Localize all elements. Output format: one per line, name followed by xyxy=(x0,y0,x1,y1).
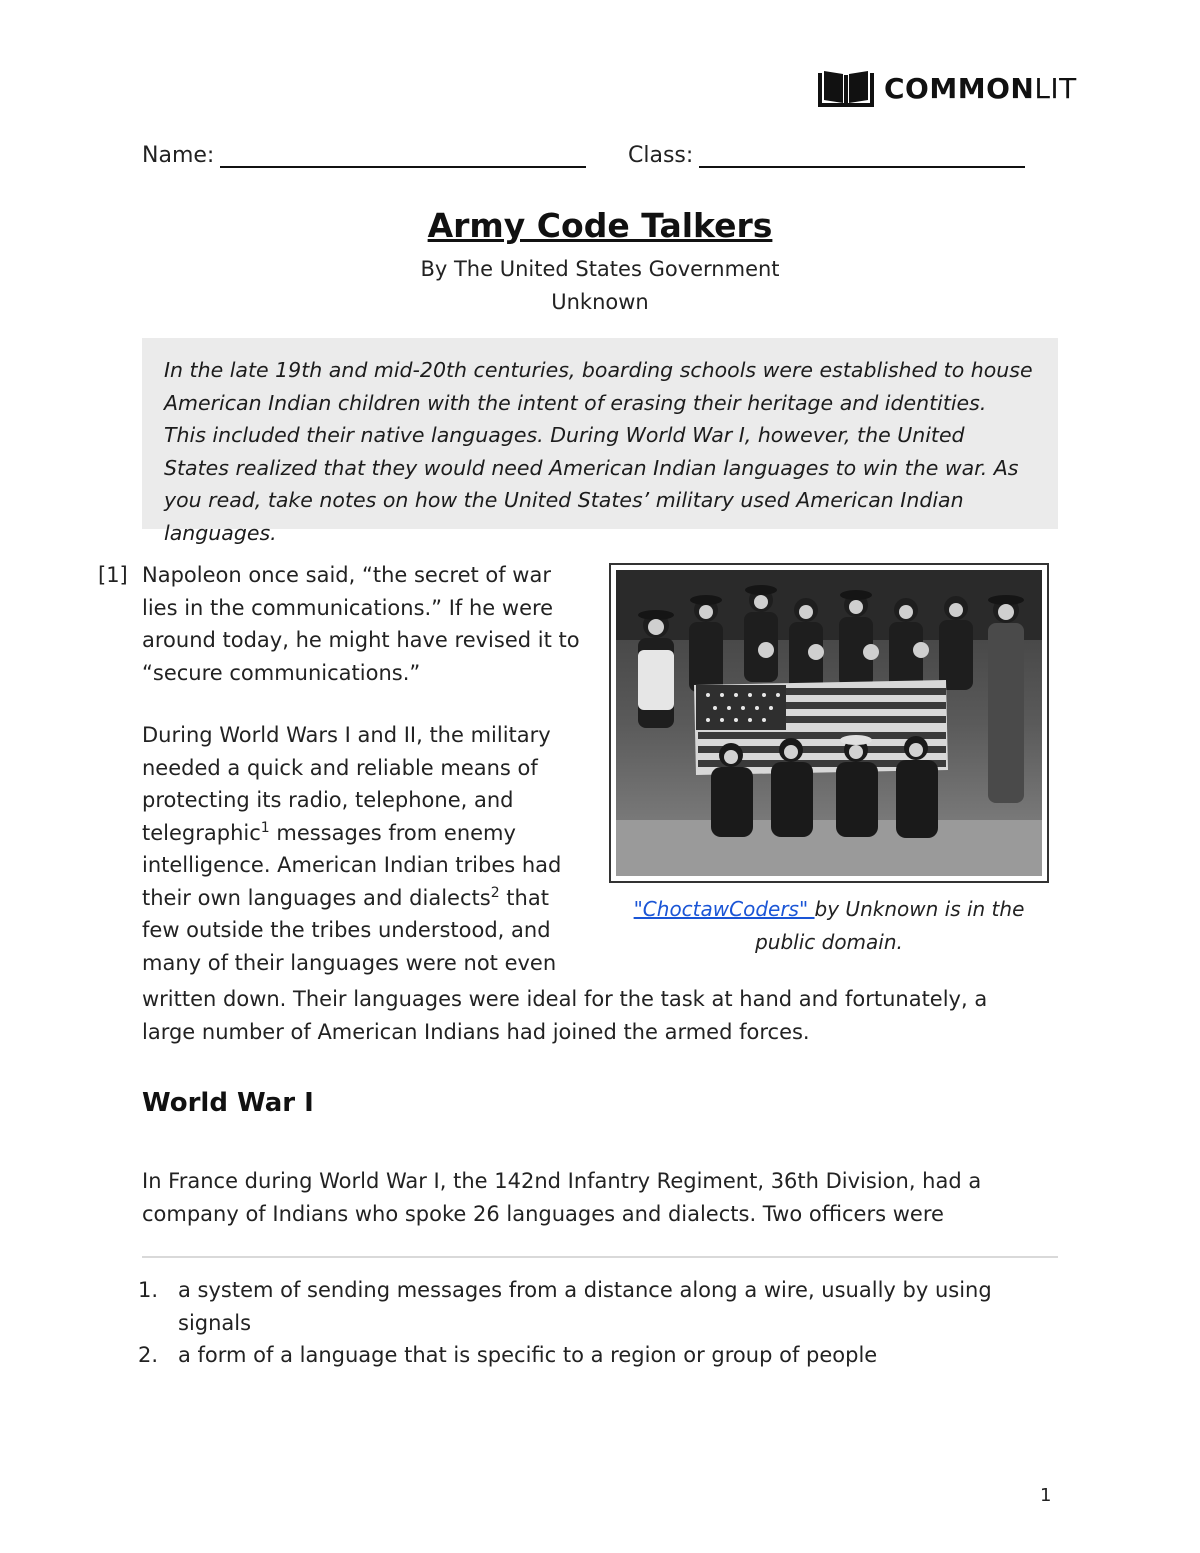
name-label: Name: xyxy=(142,143,215,168)
photo-caption: "ChoctawCoders" by Unknown is in the public domain. xyxy=(633,897,1025,954)
class-line[interactable] xyxy=(699,140,1025,168)
brand-name: COMMONLIT xyxy=(884,71,1077,105)
footnotes-list xyxy=(132,1274,1032,1372)
intro-box: In the late 19th and mid-20th centuries, boarding schools were established to house American Indian children with the intent of erasing their heritage and identities. This included their native languages. During World War I, however, the United States realized that they would need American Indian languages to win the war. As you read, take notes on how the United States’ military used American Indian languages. xyxy=(142,338,1058,529)
paragraph-number: [1] xyxy=(98,563,128,587)
paragraph-3: In France during World War I, the 142nd Infantry Regiment, 36th Division, had a company of Indians who spoke 26 languages and dialects. Two officers were xyxy=(142,1169,982,1226)
student-info-fields xyxy=(142,140,1022,172)
footnote-divider xyxy=(142,1256,1058,1258)
page-number: 1 xyxy=(1040,1485,1052,1506)
name-line[interactable] xyxy=(220,140,586,168)
footnote-ref-1[interactable]: 1 xyxy=(260,819,270,836)
class-field[interactable] xyxy=(628,140,1025,168)
group-photo-image xyxy=(616,570,1042,876)
code-talkers-photo xyxy=(609,563,1049,883)
photo-source-link[interactable]: "ChoctawCoders" xyxy=(633,897,815,921)
book-icon xyxy=(818,69,874,107)
section-heading: World War I xyxy=(142,1088,314,1118)
footnote-item: 2. a form of a language that is specific to a region or group of people xyxy=(137,1343,878,1367)
commonlit-logo xyxy=(818,68,1077,108)
footnote-item: 1. a system of sending messages from a distance along a wire, usually by using signals xyxy=(137,1278,992,1335)
paragraph-2-continued: written down. Their languages were ideal for the task at hand and fortunately, a large number of American Indians had joined the armed forces. xyxy=(142,987,988,1044)
footnote-ref-2[interactable]: 2 xyxy=(490,884,500,901)
paragraph-1: Napoleon once said, “the secret of war lies in the communications.” If he were around today, he might have revised it to “secure communications.” xyxy=(142,563,580,685)
publication-date: Unknown xyxy=(551,290,649,314)
page-title: Army Code Talkers xyxy=(427,206,773,245)
name-field[interactable] xyxy=(142,140,586,168)
paragraph-2: During World Wars I and II, the military needed a quick and reliable means of protecting its radio, telephone, and telegraphic$^1$ messages from enemy intelligence. American Indian tribes had their own languages and dialects$^2$ that few outside the tribes understood, and many of their languages were not even xyxy=(142,723,562,975)
class-label: Class: xyxy=(628,143,694,168)
byline: By The United States Government xyxy=(420,257,780,281)
